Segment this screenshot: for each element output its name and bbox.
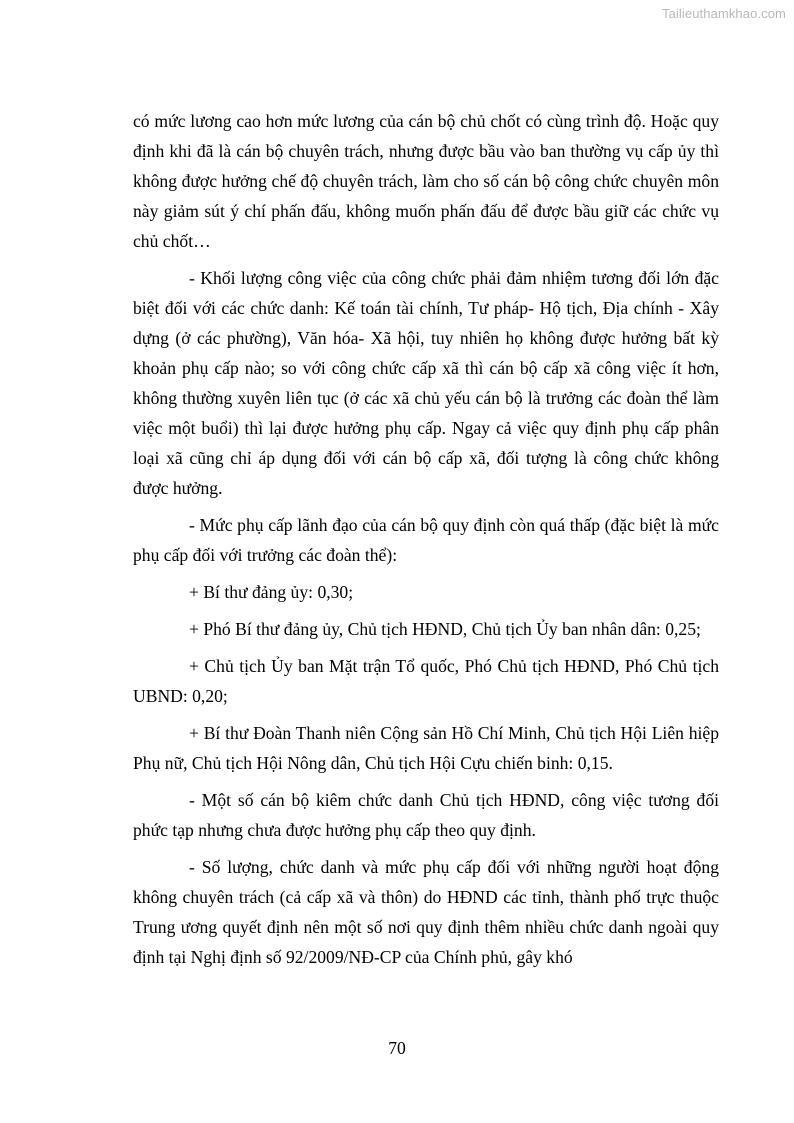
list-item-deputy-secretary: + Phó Bí thư đảng ủy, Chủ tịch HĐND, Chủ tịch Ủy ban nhân dân: 0,25;: [189, 619, 701, 639]
paragraph-workload: - Khối lượng công việc của công chức phải đảm nhiệm tương đối lớn đặc biệt đối với các chức danh: Kế toán tài chính, Tư pháp- Hộ tịch, Địa chính - Xây dựng (ở các phường), Văn hóa- Xã hội, tuy nhiên họ không được hưởng bất kỳ khoản phụ cấp nào; so với công chức cấp xã thì cán bộ cấp xã công việc ít hơn, không thường xuyên liên tục (ở các xã chủ yếu cán bộ là trưởng các đoàn thể làm việc một buổi) thì lại được hưởng phụ cấp. Ngay cả việc quy định phụ cấp phân loại xã cũng chỉ áp dụng đối với cán bộ cấp xã, đối tượng là công chức không được hưởng.: [133, 268, 719, 498]
watermark: Tailieuthamkhao.com: [661, 6, 786, 21]
page-number: 70: [388, 1038, 406, 1058]
list-item-fatherland-front: + Chủ tịch Ủy ban Mặt trận Tổ quốc, Phó Chủ tịch HĐND, Phó Chủ tịch UBND: 0,20;: [133, 656, 719, 706]
paragraph-hdnd-chair: - Một số cán bộ kiêm chức danh Chủ tịch HĐND, công việc tương đối phức tạp nhưng chưa được hưởng phụ cấp theo quy định.: [133, 790, 719, 840]
paragraph-non-specialized: - Số lượng, chức danh và mức phụ cấp đối với những người hoạt động không chuyên trách (cả cấp xã và thôn) do HĐND các tỉnh, thành phố trực thuộc Trung ương quyết định nên một số nơi quy định thêm nhiều chức danh ngoài quy định tại Nghị định số 92/2009/NĐ-CP của Chính phủ, gây khó: [133, 857, 719, 967]
paragraph-leadership-allowance: - Mức phụ cấp lãnh đạo của cán bộ quy định còn quá thấp (đặc biệt là mức phụ cấp đối với trưởng các đoàn thể):: [133, 515, 719, 565]
list-item-party-secretary: + Bí thư đảng ủy: 0,30;: [189, 582, 354, 602]
paragraph-continuation: có mức lương cao hơn mức lương của cán bộ chủ chốt có cùng trình độ. Hoặc quy định khi đã là cán bộ chuyên trách, nhưng được bầu vào ban thường vụ cấp ủy thì không được hưởng chế độ chuyên trách, làm cho số cán bộ công chức chuyên môn này giảm sút ý chí phấn đấu, không muốn phấn đấu để được bầu giữ các chức vụ chủ chốt…: [133, 111, 719, 251]
list-item-youth-union: + Bí thư Đoàn Thanh niên Cộng sản Hồ Chí Minh, Chủ tịch Hội Liên hiệp Phụ nữ, Chủ tịch Hội Nông dân, Chủ tịch Hội Cựu chiến binh: 0,15.: [133, 723, 719, 773]
document-body: [133, 106, 719, 979]
